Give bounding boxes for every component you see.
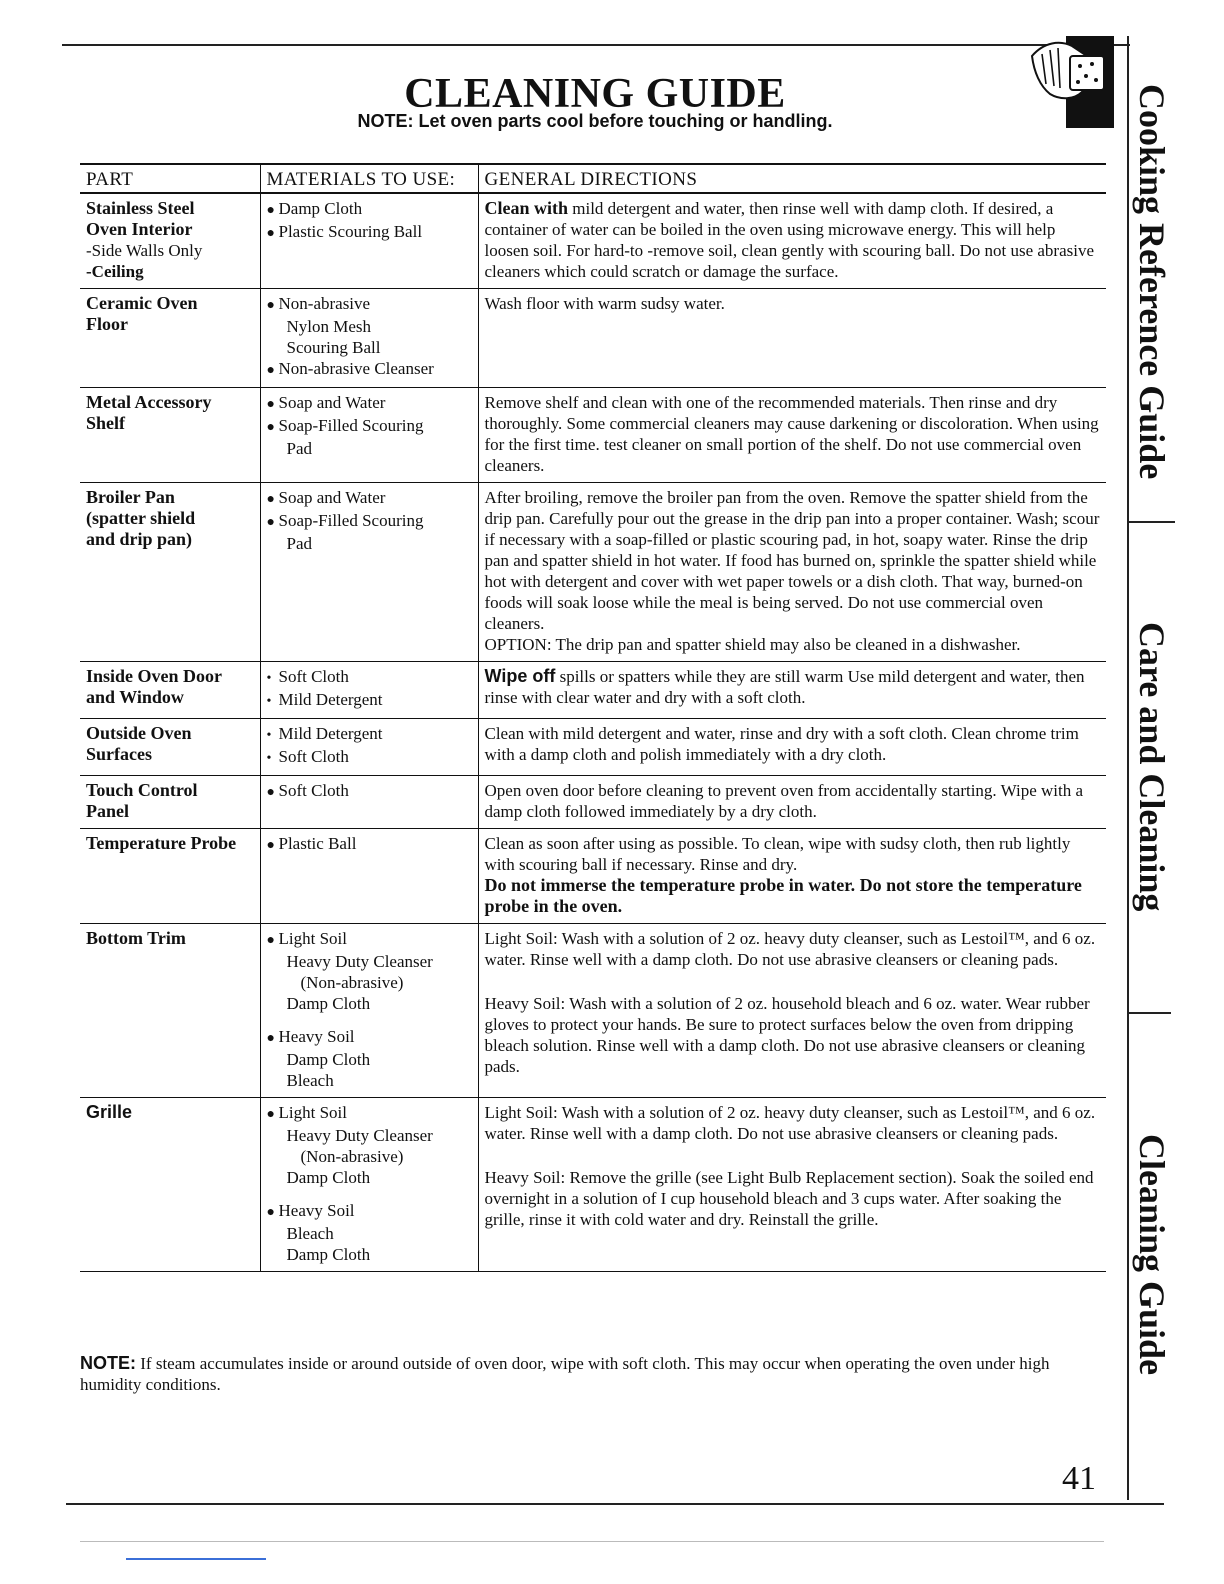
bottom-rule bbox=[66, 1503, 1164, 1505]
part-cell bbox=[80, 388, 260, 483]
part-name: Bottom Trim bbox=[86, 928, 186, 948]
table-row bbox=[80, 924, 1106, 1098]
sidebar-section-cooking-reference[interactable]: Cooking Reference Guide bbox=[1132, 84, 1172, 480]
table-row bbox=[80, 289, 1106, 388]
material-item: • Soft Cloth bbox=[267, 666, 472, 689]
directions-cell bbox=[478, 719, 1106, 776]
directions-heavy-soil: Heavy Soil: Wash with a solution of 2 oz. household bleach and 6 oz. water. Wear rubber gloves to protect your hands. Be sure to protect surfaces below the oven from dripping bleach solution. Rinse well with a damp cloth. Do not use abrasive cleansers or cleaning pads. bbox=[484, 994, 1090, 1076]
part-cell bbox=[80, 193, 260, 289]
material-item: ● Soap and Water bbox=[267, 392, 472, 415]
directions-cell bbox=[478, 289, 1106, 388]
directions-light-soil: Light Soil: Wash with a solution of 2 oz. heavy duty cleanser, such as Lestoil™, and 6 oz. water. Rinse well with a damp cloth. Do not use abrasive cleansers or cleaning pads. bbox=[484, 929, 1096, 969]
material-item: Damp Cloth bbox=[286, 1050, 371, 1069]
directions-cell bbox=[478, 776, 1106, 829]
material-item: ● Non-abrasive Cleanser bbox=[267, 358, 472, 381]
directions-text: Open oven door before cleaning to prevent oven from accidentally starting. Wipe with a damp cloth followed immediately by a dry cloth. bbox=[484, 781, 1084, 821]
table-row bbox=[80, 719, 1106, 776]
material-item: Scouring Ball bbox=[286, 338, 381, 357]
footer-note bbox=[80, 1353, 1090, 1395]
table-row bbox=[80, 662, 1106, 719]
bullet-icon: ● bbox=[266, 226, 275, 241]
part-name: Ceramic Oven Floor bbox=[86, 293, 198, 334]
column-header-part: PART bbox=[80, 164, 260, 193]
bullet-icon: ● bbox=[266, 1107, 275, 1122]
part-name: Outside Oven Surfaces bbox=[86, 723, 192, 764]
materials-cell bbox=[260, 483, 478, 662]
materials-cell bbox=[260, 776, 478, 829]
bullet-icon: ● bbox=[266, 420, 275, 435]
material-item: Damp Cloth bbox=[286, 1245, 371, 1264]
part-cell bbox=[80, 776, 260, 829]
part-cell bbox=[80, 289, 260, 388]
page-subtitle: NOTE: Let oven parts cool before touching or handling. bbox=[357, 111, 833, 131]
material-item: Damp Cloth bbox=[286, 1168, 371, 1187]
part-name: Grille bbox=[86, 1102, 133, 1122]
part-cell bbox=[80, 719, 260, 776]
part-name: Broiler Pan (spatter shield and drip pan) bbox=[86, 487, 196, 549]
table-row bbox=[80, 829, 1106, 924]
material-item: ● Soap-Filled Scouring bbox=[267, 415, 472, 438]
part-name: Metal Accessory Shelf bbox=[86, 392, 212, 433]
materials-cell bbox=[260, 193, 478, 289]
hand-scrubbing-icon bbox=[1030, 36, 1114, 128]
note-label: NOTE: bbox=[80, 1353, 136, 1373]
material-item: Pad bbox=[286, 534, 312, 553]
table-row bbox=[80, 1098, 1106, 1272]
materials-cell bbox=[260, 1098, 478, 1272]
top-rule bbox=[62, 44, 1130, 46]
directions-warning: Do not immerse the temperature probe in water. Do not store the temperature probe in the oven. bbox=[484, 875, 1082, 916]
materials-cell bbox=[260, 388, 478, 483]
page-title: CLEANING GUIDE bbox=[404, 71, 786, 117]
material-item: • Mild Detergent bbox=[267, 723, 472, 746]
part-name: Touch Control Panel bbox=[86, 780, 198, 821]
bullet-icon: ● bbox=[266, 1031, 275, 1046]
table-row bbox=[80, 193, 1106, 289]
material-item: Nylon Mesh bbox=[286, 317, 372, 336]
material-item: (Non-abrasive) bbox=[300, 973, 404, 992]
directions-cell bbox=[478, 388, 1106, 483]
materials-cell bbox=[260, 829, 478, 924]
part-subitem: -Side Walls Only bbox=[86, 241, 203, 260]
sidebar-section-cleaning-guide[interactable]: Cleaning Guide bbox=[1132, 1134, 1172, 1376]
part-cell bbox=[80, 829, 260, 924]
part-subitem: -Ceiling bbox=[86, 262, 144, 281]
material-item: ● Heavy Soil bbox=[267, 1026, 472, 1049]
table-row bbox=[80, 483, 1106, 662]
material-item: • Mild Detergent bbox=[267, 689, 472, 712]
part-name: Inside Oven Door and Window bbox=[86, 666, 223, 707]
material-item: ● Soap-Filled Scouring bbox=[267, 510, 472, 533]
material-item: Damp Cloth bbox=[286, 994, 371, 1013]
material-item: ● Non-abrasive bbox=[267, 293, 472, 316]
bullet-icon: ● bbox=[266, 1205, 275, 1220]
material-item: ● Heavy Soil bbox=[267, 1200, 472, 1223]
directions-cell bbox=[478, 1098, 1106, 1272]
material-item: Bleach bbox=[286, 1071, 334, 1090]
part-cell bbox=[80, 662, 260, 719]
part-name: Stainless Steel Oven Interior bbox=[86, 198, 195, 239]
page-number: 41 bbox=[1062, 1460, 1096, 1497]
footer-divider bbox=[80, 1541, 1104, 1542]
bullet-icon: • bbox=[266, 671, 272, 686]
material-item: ● Soap and Water bbox=[267, 487, 472, 510]
bullet-icon: ● bbox=[266, 203, 275, 218]
sidebar-divider bbox=[1127, 521, 1175, 523]
directions-text: After broiling, remove the broiler pan from the oven. Remove the spatter shield from the drip pan. Carefully pour out the grease in the drip pan into a proper container. Wash; scour if necessary with a soap-filled or plastic scouring pad, in hot, soapy water. Rinse the drip pan and spatter shield in hot water. If food has burned on, sprinkle the spatter shield while hot with detergent and cover with wet paper towels or a dish cloth. That way, burned-on foods will soak loose while the meal is being served. Do not use commercial oven cleaners. bbox=[484, 488, 1100, 633]
bullet-icon: ● bbox=[266, 515, 275, 530]
footer-accent-line bbox=[126, 1558, 266, 1560]
material-item: ● Plastic Ball bbox=[267, 833, 472, 856]
part-cell bbox=[80, 483, 260, 662]
materials-cell bbox=[260, 924, 478, 1098]
directions-cell bbox=[478, 924, 1106, 1098]
sidebar-section-care-cleaning[interactable]: Care and Cleaning bbox=[1132, 622, 1172, 912]
directions-text: Clean with mild detergent and water, then rinse well with damp cloth. If desired, a container of water can be boiled in the oven using microwave energy. This will help loosen soil. For hard-to -remove soil, clean gently with scouring ball. Do not use abrasive cleaners which could scratch or damage the surface. bbox=[484, 198, 1095, 281]
bullet-icon: ● bbox=[266, 838, 275, 853]
directions-text: Clean with mild detergent and water, rinse and dry with a soft cloth. Clean chrome trim with a damp cloth and polish immediately with a dry cloth. bbox=[484, 724, 1079, 764]
material-item: Heavy Duty Cleanser bbox=[286, 952, 433, 971]
cleaning-guide-table bbox=[80, 163, 1106, 1272]
material-item: Pad bbox=[286, 439, 312, 458]
note-text: If steam accumulates inside or around outside of oven door, wipe with soft cloth. This may occur when operating the oven under high humidity conditions. bbox=[80, 1354, 1050, 1394]
table-row bbox=[80, 776, 1106, 829]
materials-cell bbox=[260, 662, 478, 719]
bullet-icon: • bbox=[266, 728, 272, 743]
bullet-icon: • bbox=[266, 694, 272, 709]
bullet-icon: ● bbox=[266, 397, 275, 412]
bullet-icon: ● bbox=[266, 933, 275, 948]
sidebar-rule bbox=[1127, 36, 1129, 1500]
bullet-icon: • bbox=[266, 751, 272, 766]
directions-option: OPTION: The drip pan and spatter shield may also be cleaned in a dishwasher. bbox=[484, 635, 1021, 654]
directions-text: Clean as soon after using as possible. To clean, wipe with sudsy cloth, then rub lightly with scouring ball if necessary. Rinse and dry. bbox=[484, 834, 1071, 874]
material-item: • Soft Cloth bbox=[267, 746, 472, 769]
part-name: Temperature Probe bbox=[86, 833, 237, 853]
column-header-directions: GENERAL DIRECTIONS bbox=[478, 164, 1106, 193]
directions-cell bbox=[478, 193, 1106, 289]
directions-text: Remove shelf and clean with one of the recommended materials. Then rinse and dry thoroughly. Some commercial cleaners may cause darkening or discoloration. When using for the first time. test cleaner on small portion of the shelf. Do not use commercial oven cleaners. bbox=[484, 393, 1099, 475]
table-header-row bbox=[80, 164, 1106, 193]
directions-text: Wipe off spills or spatters while they are still warm Use mild detergent and water, then rinse with clear water and dry with a soft cloth. bbox=[484, 666, 1085, 707]
part-cell bbox=[80, 1098, 260, 1272]
materials-cell bbox=[260, 289, 478, 388]
material-item: Heavy Duty Cleanser bbox=[286, 1126, 433, 1145]
material-item: ● Light Soil bbox=[267, 1102, 472, 1125]
bullet-icon: ● bbox=[266, 363, 275, 378]
directions-light-soil: Light Soil: Wash with a solution of 2 oz. heavy duty cleanser, such as Lestoil™, and 6 oz. water. Rinse well with a damp cloth. Do not use abrasive cleansers or cleaning pads. bbox=[484, 1103, 1096, 1143]
materials-cell bbox=[260, 719, 478, 776]
table-row bbox=[80, 388, 1106, 483]
bullet-icon: ● bbox=[266, 785, 275, 800]
material-item: ● Soft Cloth bbox=[267, 780, 472, 803]
material-item: (Non-abrasive) bbox=[300, 1147, 404, 1166]
directions-heavy-soil: Heavy Soil: Remove the grille (see Light Bulb Replacement section). Soak the soiled end overnight in a solution of I cup household bleach and 3 cups water. After soaking the grille, rinse it with cold water and dry. Reinstall the grille. bbox=[484, 1168, 1094, 1229]
directions-cell bbox=[478, 662, 1106, 719]
material-item: Bleach bbox=[286, 1224, 334, 1243]
material-item: ● Plastic Scouring Ball bbox=[267, 221, 472, 244]
material-item: ● Damp Cloth bbox=[267, 198, 472, 221]
material-item: ● Light Soil bbox=[267, 928, 472, 951]
bullet-icon: ● bbox=[266, 492, 275, 507]
column-header-materials: MATERIALS TO USE: bbox=[260, 164, 478, 193]
directions-text: Wash floor with warm sudsy water. bbox=[484, 294, 725, 313]
bullet-icon: ● bbox=[266, 298, 275, 313]
directions-cell bbox=[478, 829, 1106, 924]
part-cell bbox=[80, 924, 260, 1098]
directions-cell bbox=[478, 483, 1106, 662]
sidebar-divider bbox=[1127, 1012, 1171, 1014]
